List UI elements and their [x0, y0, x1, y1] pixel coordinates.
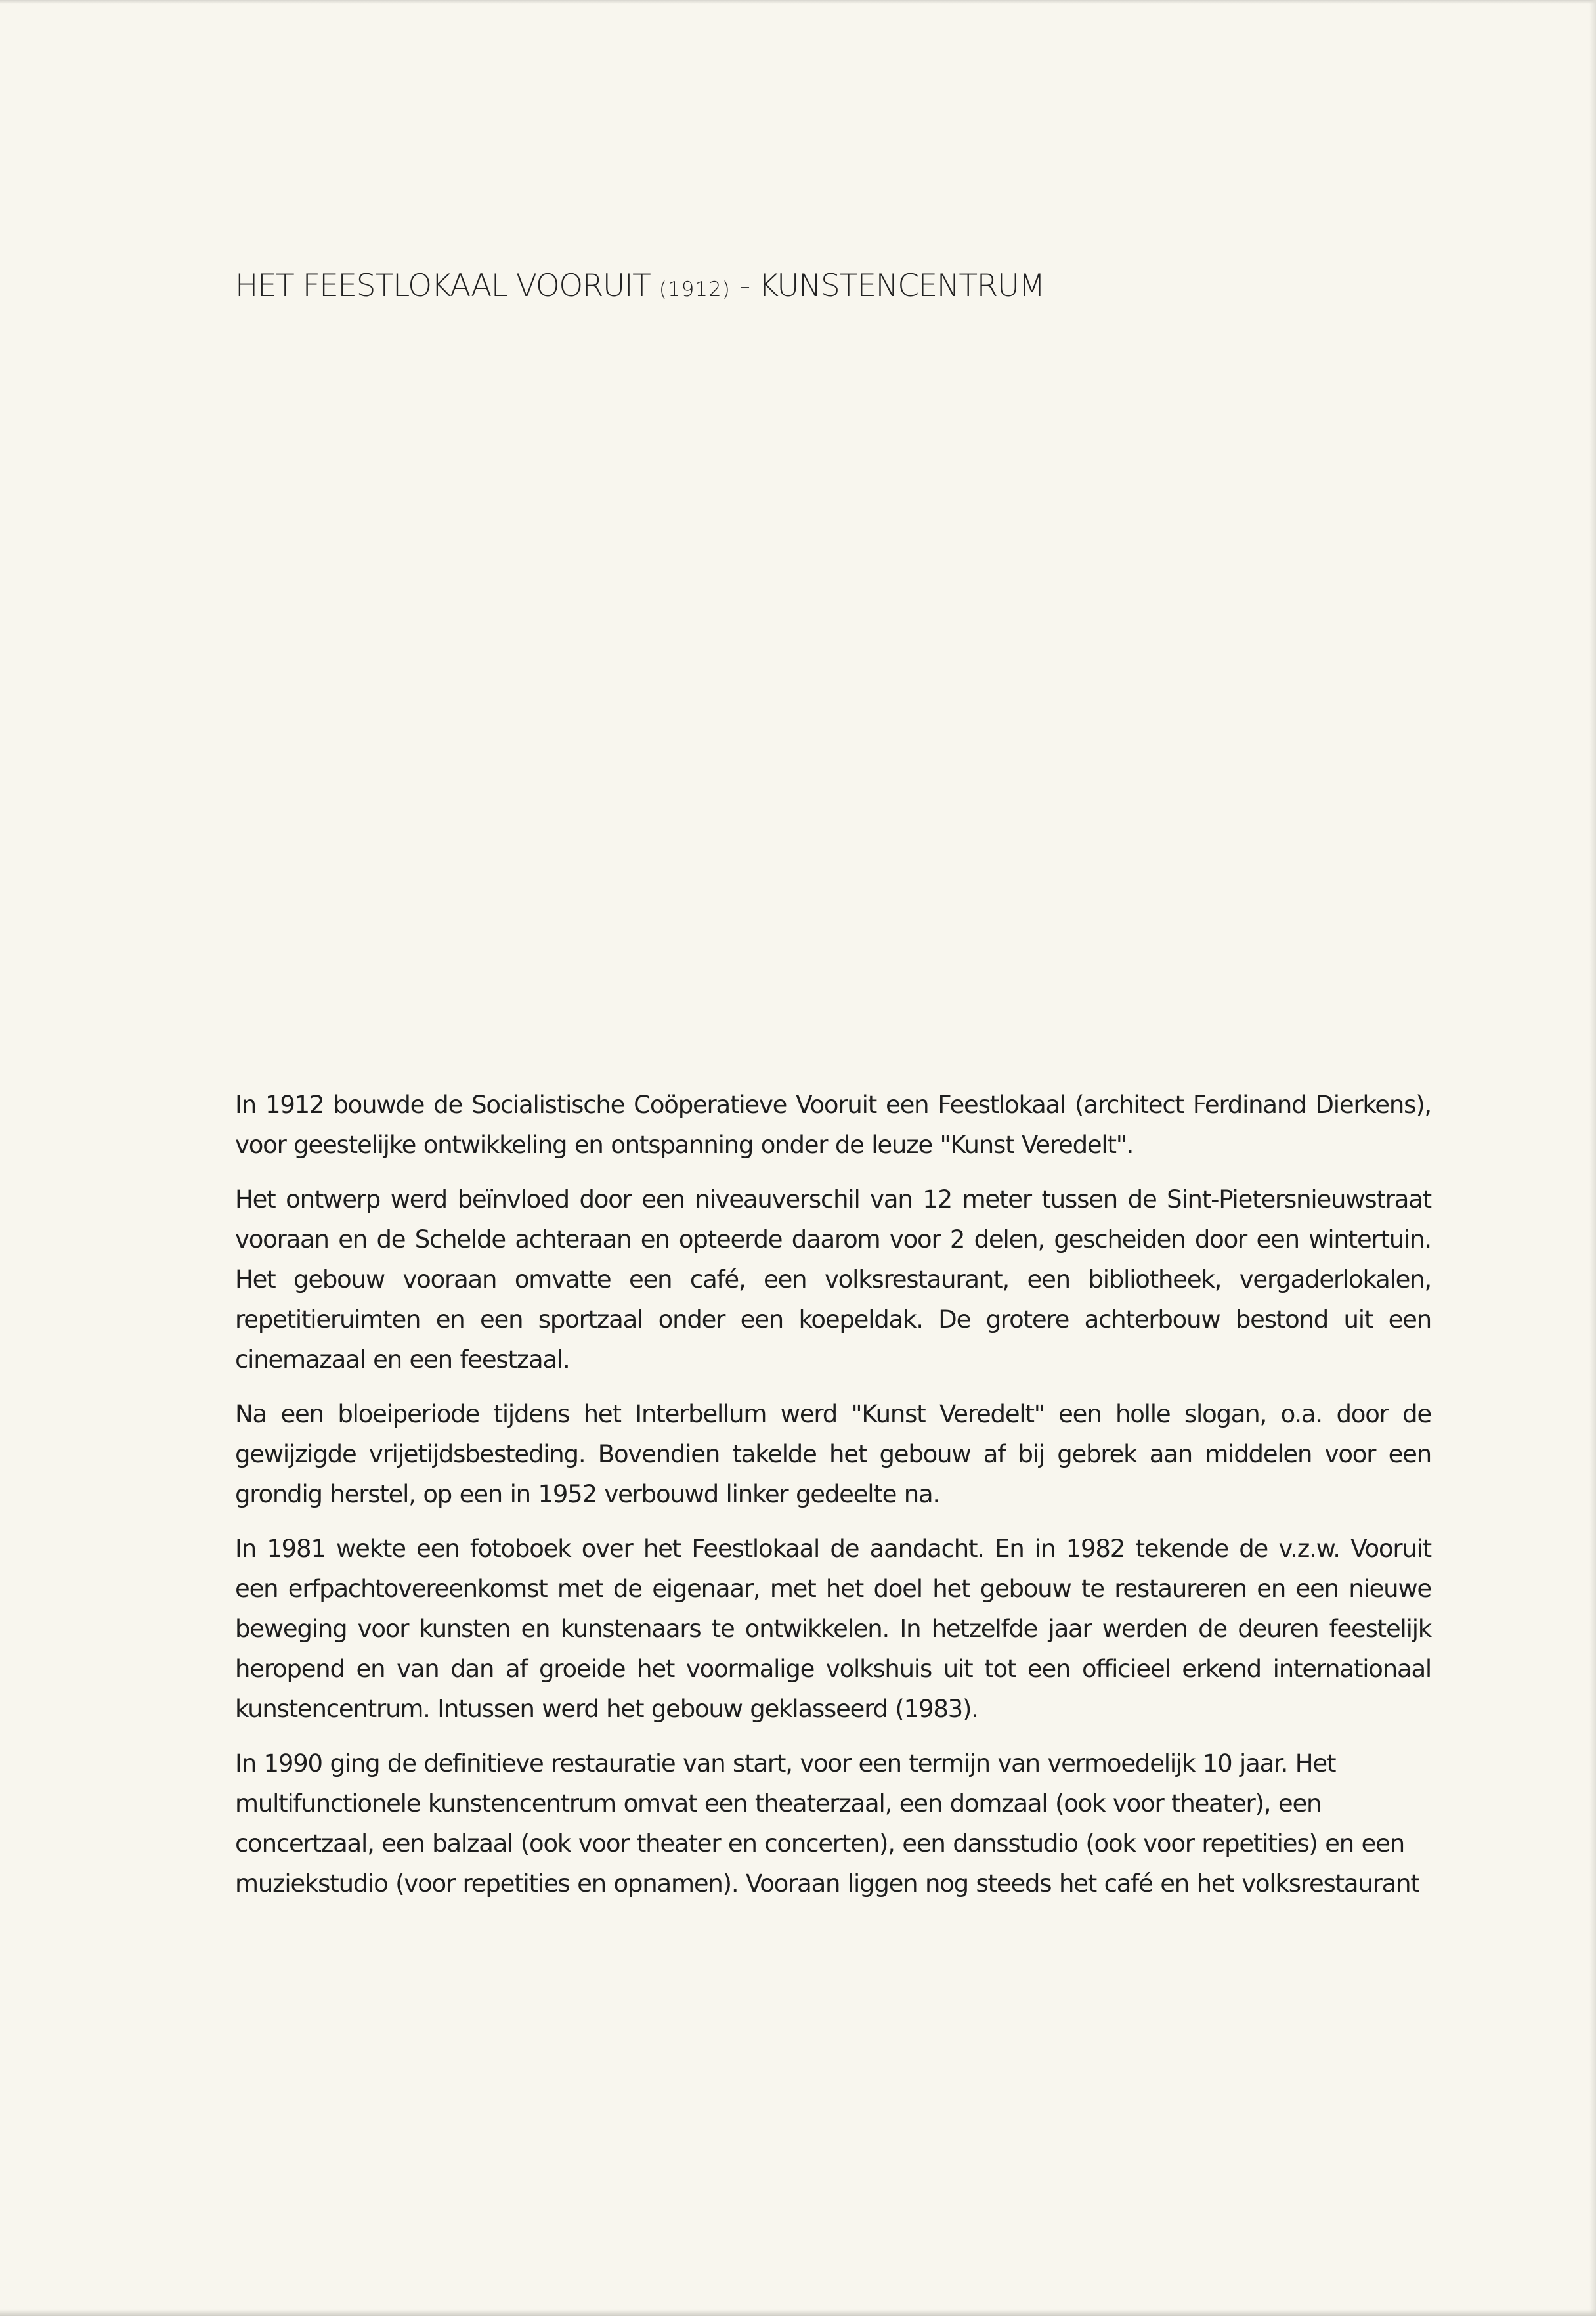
paragraph-design: Het ontwerp werd beïnvloed door een niveauverschil van 12 meter tussen de Sint-Pietersnieuwstraat vooraan en de Schelde achteraan en opteerde daarom voor 2 delen, gescheiden door een wintertuin. Het gebouw vooraan omvatte een café, een volksrestaurant, een bibliotheek, vergaderlokalen, repetitieruimten en een sportzaal onder een koepeldak. De grotere achterbouw bestond uit een cinemazaal en een feestzaal. — [235, 1185, 1431, 1374]
paragraph-decline: Na een bloeiperiode tijdens het Interbellum werd "Kunst Veredelt" een holle slogan, o.a. door de gewijzigde vrijetijdsbesteding. Bovendien takelde het gebouw af bij gebrek aan middelen voor een grondig herstel, op een in 1952 verbouwd linker gedeelte na. — [235, 1400, 1431, 1508]
scan-edge-right — [1589, 0, 1596, 2316]
body-text — [235, 1085, 1431, 1918]
page-title — [235, 268, 1045, 304]
title-year: (1912) — [658, 278, 731, 301]
title-main: HET FEESTLOKAAL VOORUIT — [235, 268, 659, 304]
title-subtitle: - KUNSTENCENTRUM — [730, 268, 1045, 304]
paragraph-restoration: In 1990 ging de definitieve restauratie van start, voor een termijn van vermoedelijk 10 jaar. Het multifunctionele kunstencentrum omvat een theaterzaal, een domzaal (ook voor theater), een concertzaal, een balzaal (ook voor theater en concerten), een dansstudio (ook voor repetities) en een muziekstudio (voor repetities en opnamen). Vooraan liggen nog steeds het café en het volksrestaurant — [235, 1749, 1419, 1898]
paragraph-founding: In 1912 bouwde de Socialistische Coöperatieve Vooruit een Feestlokaal (architect Ferdinand Dierkens), voor geestelijke ontwikkeling en ontspanning onder de leuze "Kunst Veredelt". — [235, 1091, 1431, 1159]
paragraph-revival: In 1981 wekte een fotoboek over het Feestlokaal de aandacht. En in 1982 tekende de v.z.w. Vooruit een erfpachtovereenkomst met de eigenaar, met het doel het gebouw te restaureren en een nieuwe beweging voor kunsten en kunstenaars te ontwikkelen. In hetzelfde jaar werden de deuren feestelijk heropend en van dan af groeide het voormalige volkshuis uit tot een officieel erkend internationaal kunstencentrum. Intussen werd het gebouw geklasseerd (1983). — [235, 1535, 1431, 1723]
scan-edge-top — [0, 0, 1596, 4]
scan-edge-bottom — [0, 2309, 1596, 2316]
